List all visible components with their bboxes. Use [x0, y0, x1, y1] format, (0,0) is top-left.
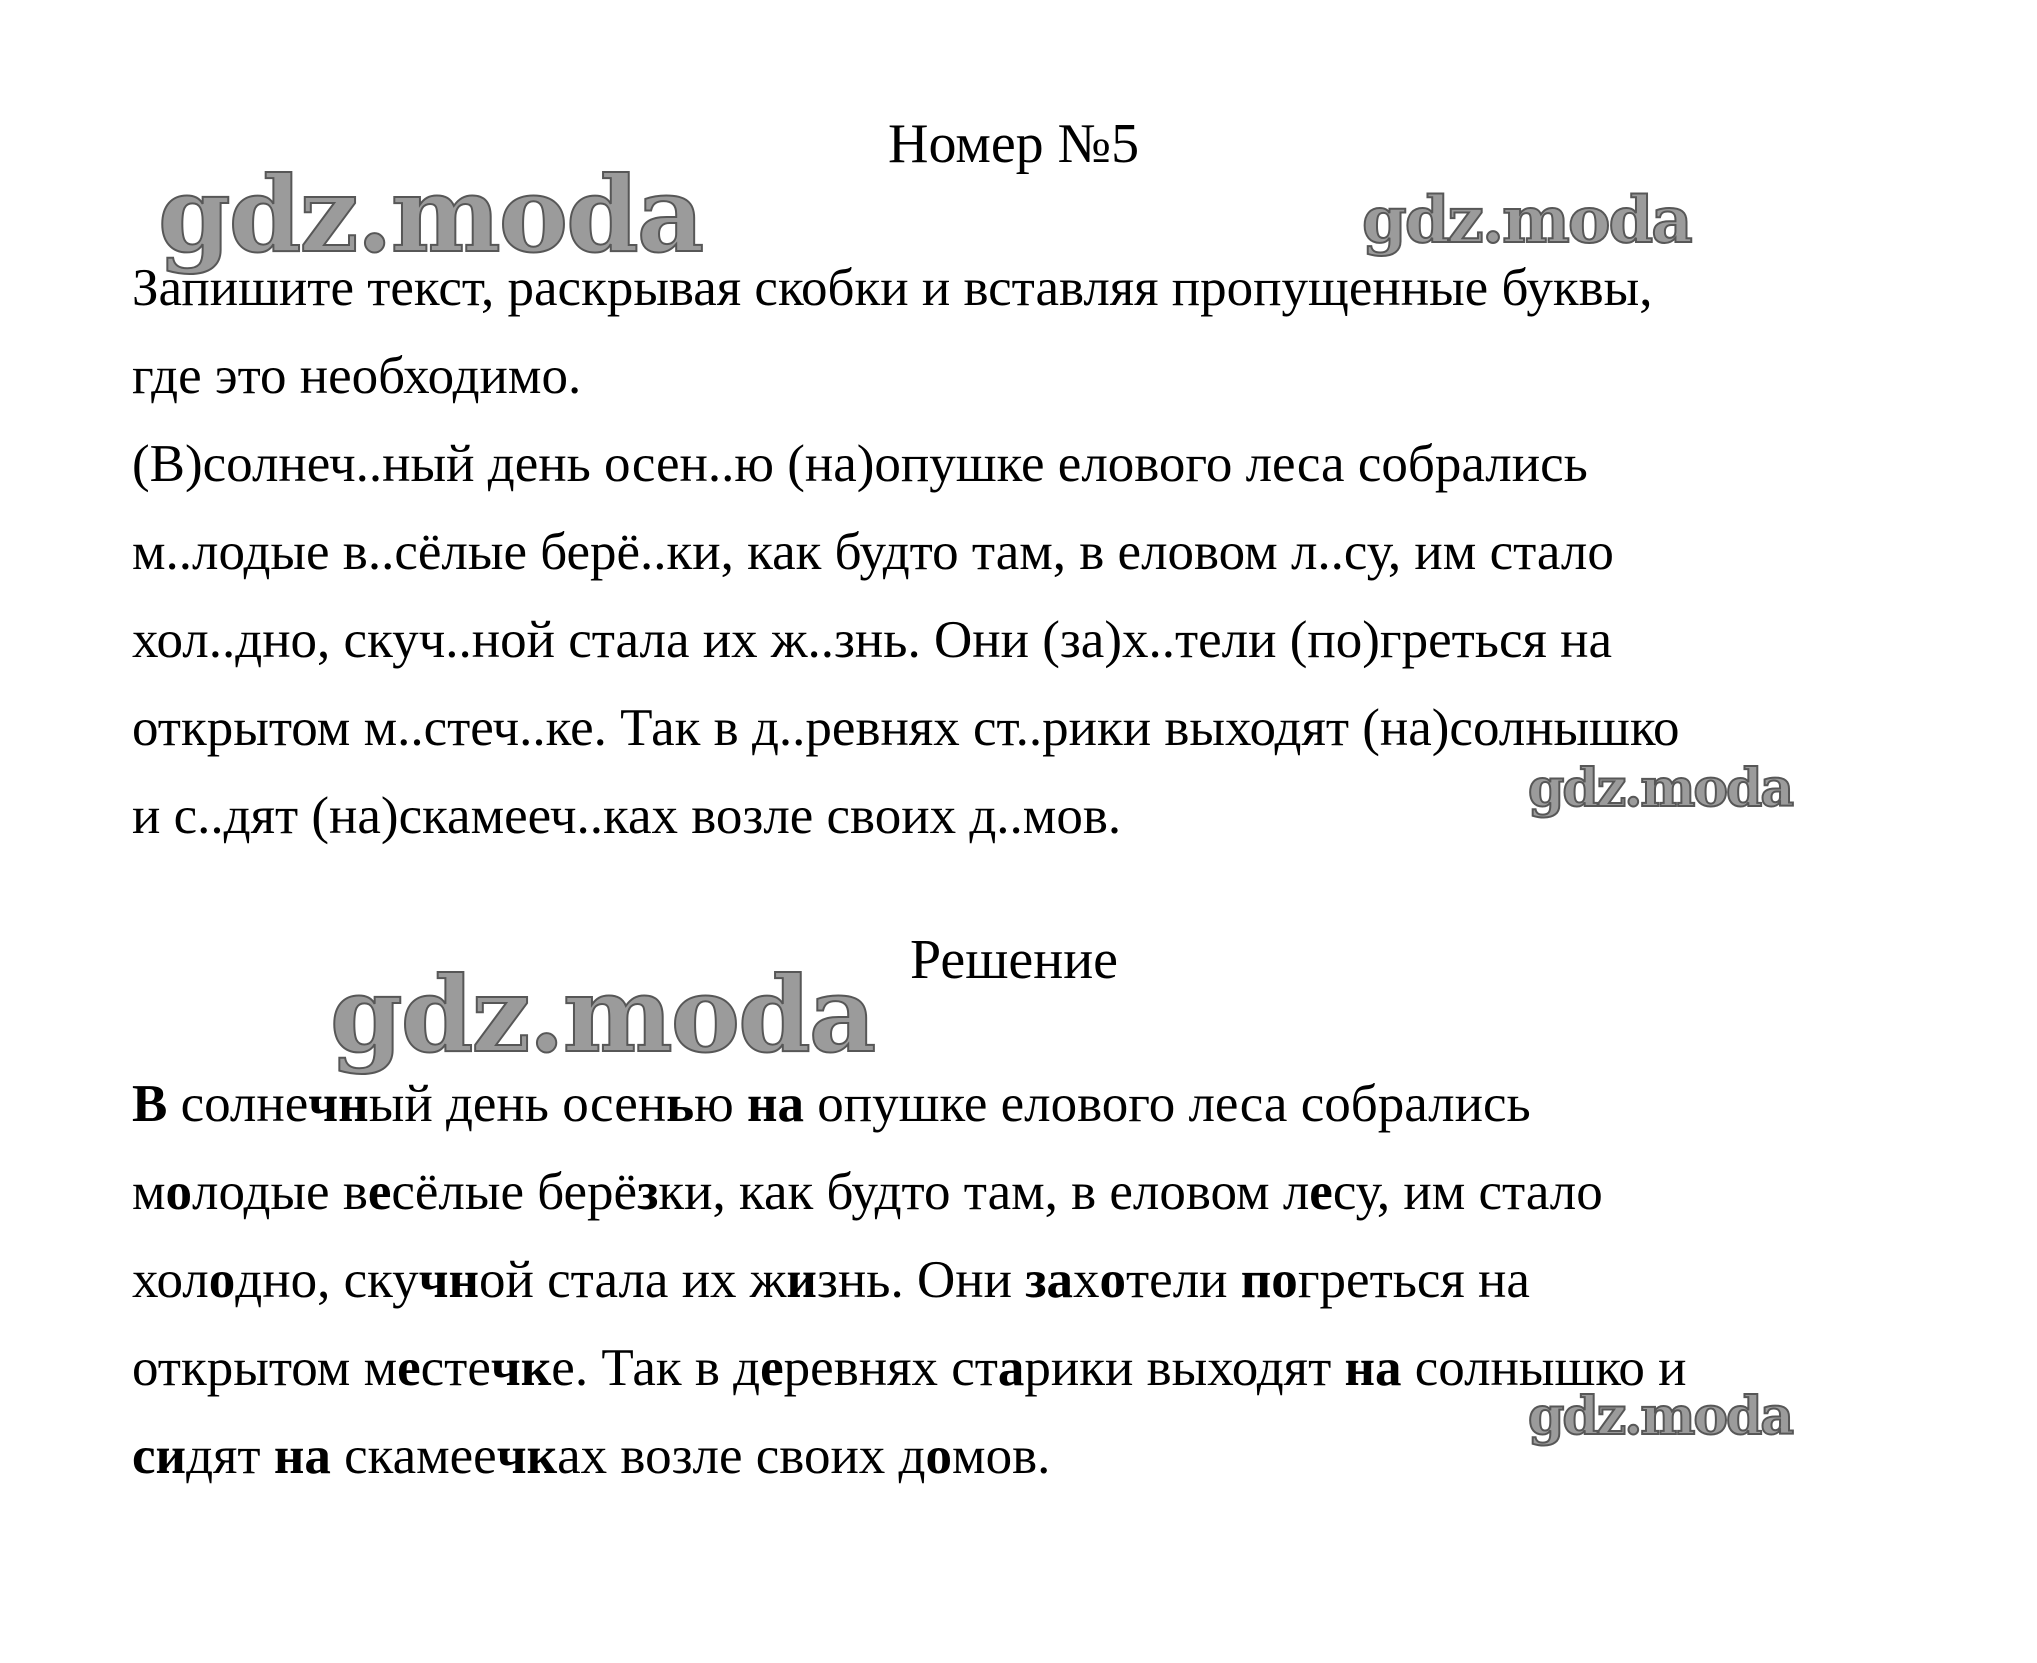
solution-title: Решение: [910, 929, 1119, 991]
watermark-logo: gdz.moda: [330, 953, 875, 1076]
inserted-letters: о: [208, 1251, 236, 1309]
solution-text-run: мов.: [952, 1427, 1051, 1485]
solution-text-run: тели: [1126, 1251, 1241, 1309]
task-line: (В)солнеч..ный день осен..ю (на)опушке елового леса собрались: [132, 435, 1588, 493]
solution-text-run: солнышко и: [1401, 1339, 1687, 1397]
task-line: открытом м..стеч..ке. Так в д..ревнях ст..рики выходят (на)солнышко: [132, 699, 1680, 757]
task-line: м..лодые в..сёлые берё..ки, как будто там, в еловом л..су, им стало: [132, 523, 1614, 581]
solution-text-run: сте: [420, 1339, 491, 1397]
inserted-letters: си: [132, 1427, 187, 1485]
solution-text-run: лодые в: [192, 1163, 368, 1221]
watermark-logo: gdz.moda: [158, 153, 703, 276]
inserted-letters: чн: [418, 1251, 480, 1309]
page-title: Номер №5: [888, 113, 1140, 175]
inserted-letters: чк: [496, 1427, 558, 1485]
inserted-letters: о: [1099, 1251, 1127, 1309]
solution-line: [132, 1236, 1952, 1324]
task-line: и с..дят (на)скамееч..ках возле своих д..мов.: [132, 787, 1122, 845]
solution-text-run: рики выходят: [1024, 1339, 1345, 1397]
solution-text-run: ах возле своих д: [557, 1427, 926, 1485]
inserted-letters: о: [925, 1427, 953, 1485]
watermark-logo: gdz.moda: [1528, 1386, 1793, 1447]
inserted-letters: е: [367, 1163, 392, 1221]
inserted-letters: чк: [490, 1339, 552, 1397]
solution-text-run: х: [1073, 1251, 1100, 1309]
solution-text-run: дно, ску: [235, 1251, 419, 1309]
task-line: где это необходимо.: [132, 347, 582, 405]
inserted-letters: е: [1309, 1163, 1333, 1221]
inserted-letters: е: [760, 1339, 784, 1397]
solution-text-run: су, им стало: [1332, 1163, 1603, 1221]
solution-text-run: е. Так в д: [551, 1339, 761, 1397]
inserted-letters: о: [165, 1163, 193, 1221]
solution-line: [132, 1148, 1952, 1236]
inserted-letters: з: [637, 1163, 659, 1221]
solution-text-run: ый день осен: [368, 1075, 667, 1133]
solution-text-run: опушке елового леса собрались: [804, 1075, 1531, 1133]
inserted-letters: чн: [308, 1075, 369, 1133]
inserted-letters: и: [786, 1251, 817, 1309]
inserted-letters: на: [273, 1427, 331, 1485]
task-line: Запишите текст, раскрывая скобки и вставляя пропущенные буквы,: [132, 259, 1653, 317]
solution-text-run: дят: [186, 1427, 274, 1485]
solution-text-run: ой стала их ж: [479, 1251, 787, 1309]
inserted-letters: по: [1240, 1251, 1298, 1309]
inserted-letters: е: [397, 1339, 421, 1397]
solution-text-run: скамее: [330, 1427, 497, 1485]
solution-text-run: ки, как будто там, в еловом л: [658, 1163, 1310, 1221]
inserted-letters: ь: [666, 1075, 695, 1133]
solution-text-run: открытом м: [132, 1339, 398, 1397]
inserted-letters: на: [746, 1075, 805, 1133]
inserted-letters: В: [132, 1075, 168, 1133]
solution-text-run: солне: [167, 1075, 309, 1133]
inserted-letters: за: [1025, 1251, 1074, 1309]
watermark-logo: gdz.moda: [1362, 183, 1691, 258]
solution-text-run: греться на: [1297, 1251, 1530, 1309]
solution-text-run: м: [132, 1163, 166, 1221]
solution-text-run: ю: [694, 1075, 747, 1133]
solution-text-run: знь. Они: [816, 1251, 1026, 1309]
task-line: хол..дно, скуч..ной стала их ж..знь. Они (за)х..тели (по)греться на: [132, 611, 1613, 669]
watermark-logo: gdz.moda: [1528, 758, 1793, 819]
solution-text-run: хол: [132, 1251, 209, 1309]
inserted-letters: на: [1344, 1339, 1402, 1397]
solution-text-run: сёлые берё: [391, 1163, 638, 1221]
solution-text-run: ревнях ст: [783, 1339, 998, 1397]
inserted-letters: а: [997, 1339, 1025, 1397]
